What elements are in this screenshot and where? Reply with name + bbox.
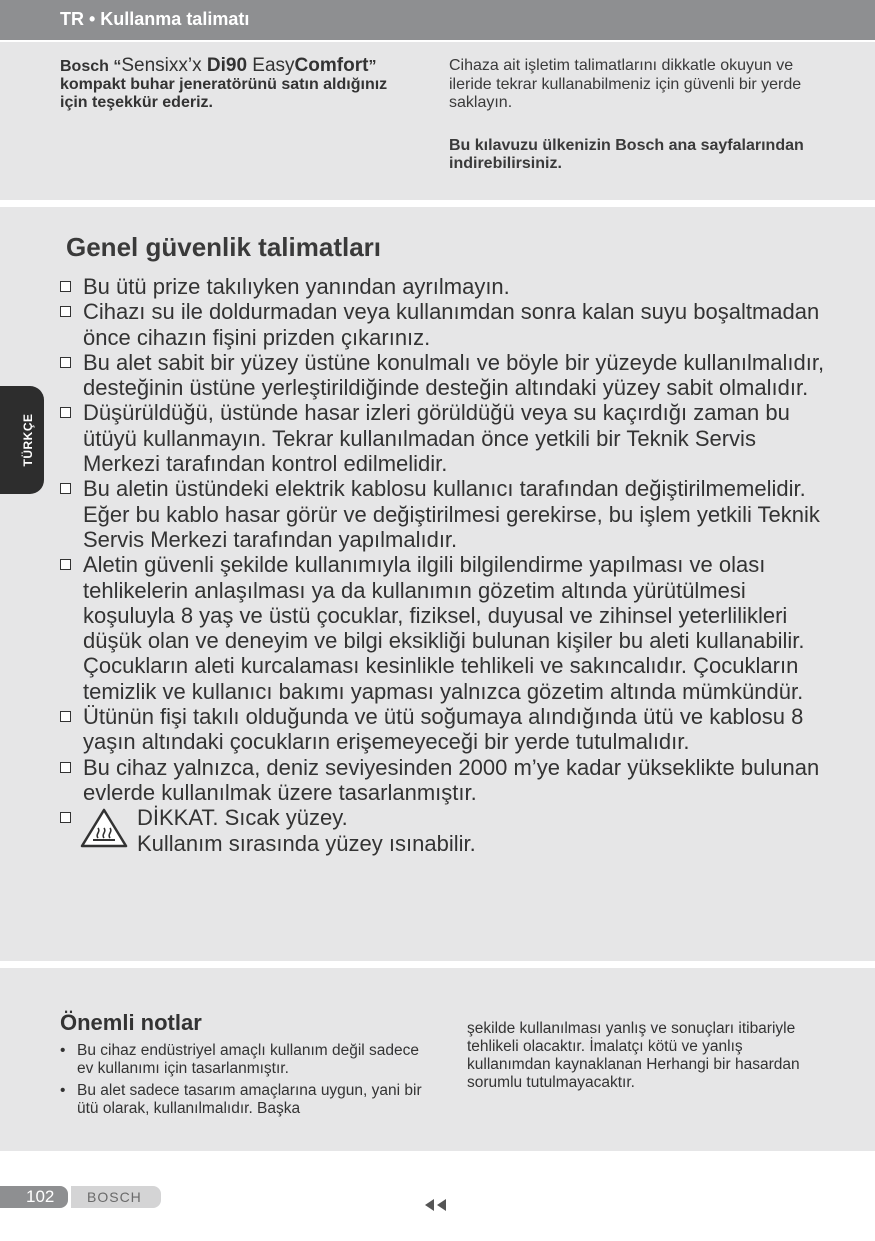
brand-label: BOSCH: [87, 1189, 142, 1205]
bullet-icon: •: [60, 1042, 66, 1059]
read-instructions-text: Cihaza ait işletim talimatlarını dikkatle okuyun ve ileride tekrar kullanabilmeniz için güvenli bir yerde saklayın.: [449, 57, 802, 111]
checkbox-bullet-icon: [60, 762, 71, 773]
checkbox-bullet-icon: [60, 559, 71, 570]
safety-item: Aletin güvenli şekilde kullanımıyla ilgili bilgilendirme yapılması ve olası tehlikelerin anlaşılması ya da kullanımın gözetim altında yürütülmesi koşuluyla 8 yaş ve üstü çocuklar, fiziksel, duyusal ve zihinsel yeterlilikleri düşük olan ve deneyim ve bilgi eksikliği bulunan kişiler bu aleti kullanabilir. Çocukların aleti kurcalaması kesinlikle tehlikeli ve sakıncalıdır. Çocukların temizlik ve kullanıcı bakımı yapması yalnızca gözetim altında mümkündür.: [60, 552, 830, 704]
warning-text: [137, 805, 476, 856]
checkbox-bullet-icon: [60, 357, 71, 368]
safety-item: Cihazı su ile doldurmadan veya kullanımdan sonra kalan suyu boşaltmadan önce cihazın fişini prizden çıkarınız.: [60, 299, 830, 350]
download-note: Bu kılavuzu ülkenizin Bosch ana sayfalarından indirebilirsiniz.: [449, 136, 804, 172]
warning-line-2: Kullanım sırasında yüzey ısınabilir.: [137, 830, 476, 856]
page-number: 102: [26, 1187, 55, 1206]
notes-item: • Bu alet sadece tasarım amaçlarına uygun, yani bir ütü olarak, kullanılmalıdır. Başka: [60, 1082, 422, 1117]
product-name-part: Comfort: [294, 55, 369, 76]
checkbox-bullet-icon: [60, 483, 71, 494]
thanks-close: ”: [368, 58, 377, 75]
safety-list: [60, 274, 830, 865]
bullet-icon: •: [60, 1082, 66, 1099]
checkbox-bullet-icon: [60, 281, 71, 292]
notes-list: [60, 1042, 422, 1122]
safety-warning-item: [60, 805, 830, 865]
notes-continued-text: şekilde kullanılması yanlış ve sonuçları itibariyle tehlikeli olacaktır. İmalatçı kötü ve yanlış kullanımdan kaynaklanan Herhangi bir hasardan sorumlu tutulmayacaktır.: [467, 1020, 800, 1091]
safety-item: Bu aletin üstündeki elektrik kablosu kullanıcı tarafından değiştirilmemelidir. Eğer bu kablo hasar görür ve değiştirilmesi gerekirse, bu işlem yetkili Teknik Servis Merkezi tarafından yapılmalıdır.: [60, 476, 830, 552]
safety-item: Bu ütü prize takılıyken yanından ayrılmayın.: [60, 274, 830, 299]
intro-instructions: [449, 57, 829, 174]
safety-item: Bu cihaz yalnızca, deniz seviyesinden 2000 m’ye kadar yükseklikte bulunan evlerde kullanılmak üzere tasarlanmıştır.: [60, 755, 830, 806]
checkbox-bullet-icon: [60, 711, 71, 722]
checkbox-bullet-icon: [60, 812, 71, 823]
checkbox-bullet-icon: [60, 306, 71, 317]
notes-title: Önemli notlar: [60, 1010, 202, 1035]
safety-title: Genel güvenlik talimatları: [66, 232, 381, 262]
safety-item: Ütünün fişi takılı olduğunda ve ütü soğumaya alındığında ütü ve kablosu 8 yaşın altındaki çocukların erişemeyeceği bir yerde tutulmalıdır.: [60, 704, 830, 755]
safety-item: Düşürüldüğü, üstünde hasar izleri görüldüğü veya su kaçırdığı zaman bu ütüyü kullanmayın. Tekrar kullanılmadan önce yetkili bir Teknik Servis Merkezi tarafından kontrol edilmelidir.: [60, 400, 830, 476]
double-left-arrow-icon[interactable]: [424, 1198, 448, 1212]
product-name-part: Sensixx’x: [121, 55, 207, 76]
language-tab-label: TÜRKÇE: [21, 413, 35, 467]
thanks-prefix: Bosch “: [60, 58, 122, 75]
warning-line-1: DİKKAT. Sıcak yüzey.: [137, 805, 348, 831]
hot-surface-warning-icon: [80, 808, 128, 848]
checkbox-bullet-icon: [60, 407, 71, 418]
product-name-part: Di90: [206, 55, 248, 76]
header-title: TR • Kullanma talimatı: [60, 9, 250, 29]
intro-thanks: [60, 57, 410, 112]
notes-item: • Bu cihaz endüstriyel amaçlı kullanım değil sadece ev kullanımı için tasarlanmıştır.: [60, 1042, 420, 1077]
safety-item: Bu alet sabit bir yüzey üstüne konulmalı ve böyle bir yüzeyde kullanılmalıdır, desteğinin üstüne yerleştirildiğinde desteğin altındaki yüzey sabit olmalıdır.: [60, 350, 830, 401]
thanks-text: kompakt buhar jeneratörünü satın aldığınız için teşekkür ederiz.: [60, 76, 388, 111]
product-name-part: Easy: [247, 55, 295, 76]
